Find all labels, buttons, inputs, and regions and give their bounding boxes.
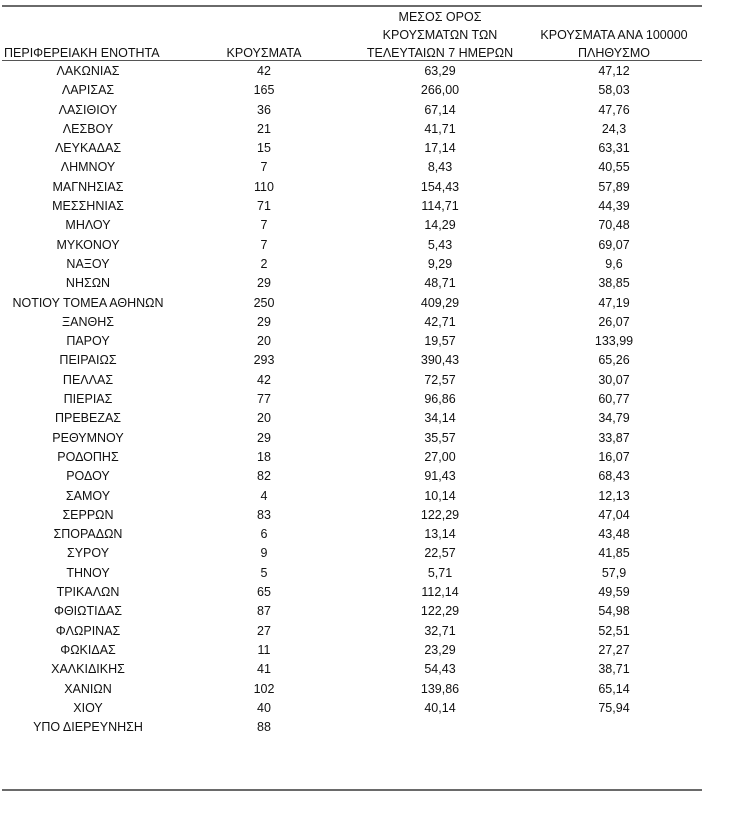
cell-per100k: 47,04: [598, 507, 630, 522]
cell-avg7: 5,43: [427, 237, 453, 252]
cell-region: ΜΥΚΟΝΟΥ: [56, 237, 120, 252]
table-row: [0, 429, 734, 448]
cell-cases: 29: [257, 314, 271, 329]
cell-per100k: 69,07: [598, 237, 630, 252]
cell-avg7: 112,14: [421, 585, 459, 600]
cell-region: ΠΕΛΛΑΣ: [62, 372, 114, 387]
cell-cases: 7: [260, 218, 268, 233]
cell-cases: 4: [260, 488, 268, 503]
cell-cases: 5: [260, 565, 268, 580]
cell-region: ΧΑΛΚΙΔΙΚΗΣ: [51, 662, 125, 677]
cell-region: ΡΟΔΟΥ: [66, 469, 110, 484]
cell-per100k: 49,59: [598, 585, 630, 600]
table-row: [0, 564, 734, 583]
cell-per100k: 43,48: [598, 527, 630, 542]
cell-region: ΣΕΡΡΩΝ: [62, 507, 114, 522]
cell-region: ΤΡΙΚΑΛΩΝ: [56, 585, 120, 600]
cell-per100k: 47,12: [598, 64, 630, 78]
cell-cases: 20: [257, 411, 271, 426]
cell-cases: 36: [257, 102, 271, 117]
table-row: [0, 120, 734, 139]
cell-cases: 11: [257, 642, 271, 657]
cell-avg7: 63,29: [424, 64, 456, 78]
cell-per100k: 38,85: [598, 276, 630, 291]
cell-region: ΜΑΓΝΗΣΙΑΣ: [52, 179, 124, 194]
table-row: [0, 467, 734, 486]
cell-per100k: 57,89: [598, 179, 630, 194]
cell-avg7: 114,71: [421, 199, 459, 214]
cell-avg7: 5,71: [427, 565, 453, 580]
header-divider: [2, 60, 702, 61]
table-row: [0, 371, 734, 390]
table-row: [0, 525, 734, 544]
cell-avg7: 23,29: [424, 642, 456, 657]
table-row: [0, 294, 734, 313]
header-region: ΠΕΡΙΦΕΡΕΙΑΚΗ ΕΝΟΤΗΤΑ: [4, 46, 160, 60]
cell-per100k: 44,39: [598, 199, 630, 214]
cell-per100k: 75,94: [598, 700, 630, 715]
cell-avg7: 41,71: [424, 121, 456, 136]
cell-avg7: 91,43: [424, 469, 456, 484]
table-row: [0, 216, 734, 235]
cell-avg7: 17,14: [424, 141, 456, 156]
cell-cases: 165: [253, 83, 275, 98]
cell-region: ΠΕΙΡΑΙΩΣ: [59, 353, 117, 368]
table-row: [0, 602, 734, 621]
table-row: [0, 139, 734, 158]
table-row: [0, 699, 734, 718]
cell-cases: 88: [257, 720, 271, 735]
cell-per100k: 52,51: [598, 623, 630, 638]
table-body: [0, 62, 734, 737]
cell-cases: 42: [257, 372, 271, 387]
cell-avg7: 266,00: [420, 83, 460, 98]
table-row: [0, 718, 734, 737]
table-row: [0, 622, 734, 641]
cell-cases: 82: [257, 469, 271, 484]
cell-per100k: 65,14: [598, 681, 630, 696]
cell-region: ΠΙΕΡΙΑΣ: [63, 392, 113, 407]
cell-region: ΡΕΘΥΜΝΟΥ: [52, 430, 124, 445]
cell-per100k: 41,85: [598, 546, 630, 561]
table-row: [0, 313, 734, 332]
cell-avg7: 42,71: [424, 314, 456, 329]
cell-region: ΛΑΚΩΝΙΑΣ: [56, 64, 120, 78]
cell-cases: 65: [257, 585, 271, 600]
cell-avg7: 14,29: [424, 218, 456, 233]
bottom-rule: [2, 789, 702, 791]
cell-region: ΣΑΜΟΥ: [65, 488, 111, 503]
table-row: [0, 390, 734, 409]
table-row: [0, 409, 734, 428]
table-row: [0, 544, 734, 563]
cell-per100k: 12,13: [598, 488, 630, 503]
cell-cases: 7: [260, 160, 268, 175]
cell-cases: 110: [254, 179, 274, 194]
cell-per100k: 38,71: [598, 662, 630, 677]
cell-per100k: 57,9: [601, 565, 627, 580]
cell-avg7: 27,00: [424, 449, 456, 464]
cell-cases: 6: [260, 527, 268, 542]
cell-region: ΛΕΥΚΑΔΑΣ: [54, 141, 122, 156]
cell-per100k: 27,27: [598, 642, 630, 657]
cell-region: ΛΗΜΝΟΥ: [60, 160, 116, 175]
cell-region: ΦΘΙΩΤΙΔΑΣ: [53, 604, 123, 619]
cell-cases: 9: [260, 546, 268, 561]
cell-cases: 42: [257, 64, 271, 78]
table-row: [0, 487, 734, 506]
cell-cases: 27: [257, 623, 271, 638]
cell-avg7: 54,43: [424, 662, 456, 677]
cell-avg7: 19,57: [424, 334, 456, 349]
cell-avg7: 67,14: [424, 102, 456, 117]
cell-per100k: 40,55: [598, 160, 630, 175]
cell-cases: 77: [257, 392, 271, 407]
cell-per100k: 26,07: [598, 314, 630, 329]
cell-avg7: 122,29: [420, 604, 460, 619]
table-header: [0, 6, 734, 62]
cell-avg7: 390,43: [420, 353, 460, 368]
table-row: [0, 506, 734, 525]
cell-per100k: 47,76: [598, 102, 630, 117]
table-row: [0, 448, 734, 467]
cell-region: ΤΗΝΟΥ: [66, 565, 110, 580]
cell-region: ΧΙΟΥ: [73, 700, 103, 715]
cell-cases: 87: [257, 604, 271, 619]
table-row: [0, 101, 734, 120]
cell-avg7: 40,14: [424, 700, 456, 715]
cell-cases: 102: [253, 681, 275, 696]
table-row: [0, 274, 734, 293]
cell-per100k: 33,87: [598, 430, 630, 445]
cell-avg7: 96,86: [424, 392, 456, 407]
table-row: [0, 583, 734, 602]
cell-avg7: 122,29: [420, 507, 460, 522]
cell-region: ΝΑΞΟΥ: [66, 256, 110, 271]
cell-region: ΝΟΤΙΟΥ ΤΟΜΕΑ ΑΘΗΝΩΝ: [12, 295, 164, 310]
cell-avg7: 72,57: [424, 372, 456, 387]
table-row: [0, 158, 734, 177]
cell-cases: 2: [260, 256, 268, 271]
cell-per100k: 9,6: [605, 256, 623, 271]
cell-cases: 29: [257, 430, 271, 445]
cell-cases: 21: [257, 121, 271, 136]
cell-region: ΜΕΣΣΗΝΙΑΣ: [52, 199, 124, 214]
cell-cases: 83: [257, 507, 271, 522]
cell-avg7: 8,43: [427, 160, 453, 175]
cell-per100k: 60,77: [598, 392, 630, 407]
cell-per100k: 133,99: [594, 334, 634, 349]
header-avg7: ΜΕΣΟΣ ΟΡΟΣ ΚΡΟΥΣΜΑΤΩΝ ΤΩΝ ΤΕΛΕΥΤΑΙΩΝ 7 ΗΜΕΡΩΝ: [366, 10, 514, 60]
cell-region: ΜΗΛΟΥ: [65, 218, 111, 233]
cell-cases: 41: [257, 662, 271, 677]
cell-region: ΣΠΟΡΑΔΩΝ: [53, 527, 123, 542]
table-row: [0, 660, 734, 679]
cell-per100k: 58,03: [598, 83, 630, 98]
table-row: [0, 641, 734, 660]
cell-region: ΦΛΩΡΙΝΑΣ: [55, 623, 121, 638]
cell-avg7: 34,14: [424, 411, 456, 426]
cell-avg7: 13,14: [424, 527, 456, 542]
table-row: [0, 351, 734, 370]
cell-region: ΛΑΣΙΘΙΟΥ: [58, 102, 118, 117]
cell-avg7: 154,43: [420, 179, 460, 194]
cell-cases: 18: [257, 449, 271, 464]
cell-per100k: 65,26: [598, 353, 630, 368]
table-row: [0, 178, 734, 197]
cell-region: ΧΑΝΙΩΝ: [64, 681, 112, 696]
table-row: [0, 81, 734, 100]
cell-avg7: 35,57: [424, 430, 456, 445]
cell-avg7: 10,14: [424, 488, 456, 503]
cell-region: ΛΕΣΒΟΥ: [62, 121, 114, 136]
cell-region: ΡΟΔΟΠΗΣ: [57, 449, 119, 464]
cell-per100k: 16,07: [598, 449, 630, 464]
cell-per100k: 63,31: [598, 141, 630, 156]
table-row: [0, 62, 734, 81]
cell-cases: 15: [257, 141, 271, 156]
cell-per100k: 54,98: [598, 604, 630, 619]
cell-region: ΝΗΣΩΝ: [65, 276, 111, 291]
cell-region: ΣΥΡΟΥ: [66, 546, 110, 561]
cell-cases: 293: [253, 353, 275, 368]
cell-region: ΠΑΡΟΥ: [66, 334, 110, 349]
cell-avg7: 409,29: [420, 295, 460, 310]
cell-cases: 7: [260, 237, 268, 252]
cell-region: ΛΑΡΙΣΑΣ: [61, 83, 115, 98]
cell-region: ΥΠΟ ΔΙΕΡΕΥΝΗΣΗ: [33, 720, 143, 735]
cell-avg7: 9,29: [427, 256, 453, 271]
cell-per100k: 34,79: [598, 411, 630, 426]
cell-avg7: 22,57: [424, 546, 456, 561]
cell-region: ΞΑΝΘΗΣ: [62, 314, 114, 329]
cell-per100k: 30,07: [598, 372, 630, 387]
cell-region: ΠΡΕΒΕΖΑΣ: [54, 411, 122, 426]
header-per100k: ΚΡΟΥΣΜΑΤΑ ΑΝΑ 100000 ΠΛΗΘΥΣΜΟ: [540, 28, 688, 60]
table-row: [0, 236, 734, 255]
cell-avg7: 32,71: [424, 623, 456, 638]
cell-per100k: 68,43: [598, 469, 630, 484]
cell-region: ΦΩΚΙΔΑΣ: [60, 642, 116, 657]
table-row: [0, 680, 734, 699]
cell-per100k: 70,48: [598, 218, 630, 233]
cell-cases: 29: [257, 276, 271, 291]
cell-per100k: 47,19: [598, 295, 630, 310]
cell-cases: 40: [257, 700, 271, 715]
cell-cases: 250: [253, 295, 275, 310]
header-cases: ΚΡΟΥΣΜΑΤΑ: [226, 46, 302, 60]
cell-avg7: 139,86: [420, 681, 460, 696]
cell-avg7: 48,71: [424, 276, 456, 291]
cell-cases: 20: [257, 334, 271, 349]
cell-cases: 71: [257, 199, 271, 214]
cell-per100k: 24,3: [601, 121, 627, 136]
table-row: [0, 197, 734, 216]
table-row: [0, 332, 734, 351]
table-row: [0, 255, 734, 274]
